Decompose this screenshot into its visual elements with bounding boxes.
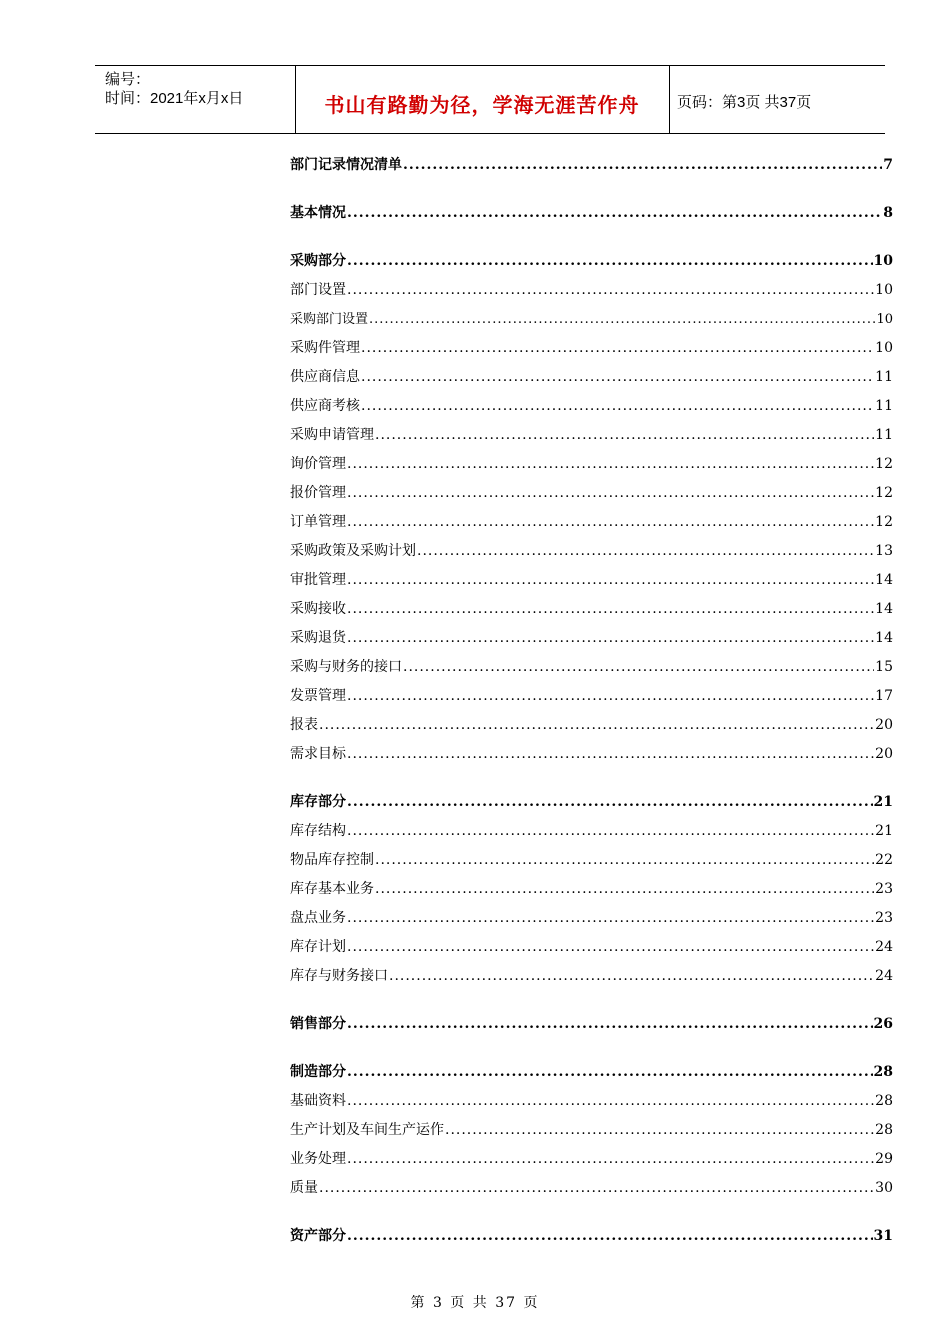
toc-title: 库存基本业务 bbox=[290, 881, 374, 897]
toc-title: 质量 bbox=[290, 1180, 318, 1196]
toc-entry[interactable] bbox=[290, 363, 893, 392]
toc-leader bbox=[347, 904, 874, 933]
toc-title: 审批管理 bbox=[290, 572, 346, 588]
toc-page: 30 bbox=[875, 1180, 893, 1196]
toc-leader bbox=[347, 247, 873, 276]
toc-page: 8 bbox=[883, 205, 893, 221]
toc-entry[interactable] bbox=[290, 1087, 893, 1116]
toc-entry[interactable] bbox=[290, 904, 893, 933]
toc-entry[interactable] bbox=[290, 1145, 893, 1174]
toc-entry[interactable] bbox=[290, 566, 893, 595]
document-time-label: 时间：2021年x月x日 bbox=[105, 90, 244, 107]
toc-leader bbox=[347, 508, 874, 537]
toc-entry[interactable] bbox=[290, 682, 893, 711]
toc-leader bbox=[347, 199, 882, 228]
toc-title: 库存计划 bbox=[290, 939, 346, 955]
toc-leader bbox=[347, 624, 874, 653]
toc-page: 23 bbox=[875, 910, 893, 926]
toc-entry[interactable] bbox=[290, 392, 893, 421]
toc-title: 发票管理 bbox=[290, 688, 346, 704]
toc-title: 采购退货 bbox=[290, 630, 346, 646]
toc-title: 采购政策及采购计划 bbox=[290, 543, 416, 559]
toc-entry[interactable] bbox=[290, 305, 893, 334]
toc-leader bbox=[375, 421, 874, 450]
toc-leader bbox=[389, 962, 874, 991]
toc-leader bbox=[347, 450, 874, 479]
toc-entry[interactable] bbox=[290, 1174, 893, 1203]
toc-entry[interactable] bbox=[290, 1010, 893, 1039]
toc-entry[interactable] bbox=[290, 247, 893, 276]
toc-page: 17 bbox=[875, 688, 893, 704]
toc-leader bbox=[347, 933, 874, 962]
toc-title: 询价管理 bbox=[290, 456, 346, 472]
toc-title: 库存部分 bbox=[290, 794, 346, 810]
toc-leader bbox=[347, 479, 874, 508]
toc-leader bbox=[319, 711, 874, 740]
toc-leader bbox=[347, 566, 874, 595]
toc-page: 10 bbox=[875, 282, 893, 298]
toc-entry[interactable] bbox=[290, 334, 893, 363]
toc-entry[interactable] bbox=[290, 846, 893, 875]
toc-page: 24 bbox=[875, 968, 893, 984]
toc-entry[interactable] bbox=[290, 537, 893, 566]
toc-page: 12 bbox=[875, 456, 893, 472]
header-page-cell bbox=[669, 66, 885, 133]
toc-page: 7 bbox=[883, 157, 893, 173]
toc-title: 生产计划及车间生产运作 bbox=[290, 1122, 444, 1138]
toc-entry[interactable] bbox=[290, 508, 893, 537]
toc-page: 12 bbox=[875, 485, 893, 501]
header-motto-cell bbox=[295, 66, 670, 133]
toc-title: 采购部门设置 bbox=[290, 312, 369, 327]
toc-leader bbox=[347, 595, 874, 624]
toc-entry[interactable] bbox=[290, 1116, 893, 1145]
toc-page: 28 bbox=[873, 1064, 893, 1080]
toc-entry[interactable] bbox=[290, 875, 893, 904]
toc-leader bbox=[347, 788, 873, 817]
toc-title: 库存结构 bbox=[290, 823, 346, 839]
table-of-contents bbox=[290, 151, 893, 1251]
header-meta bbox=[95, 66, 296, 133]
toc-title: 供应商考核 bbox=[290, 398, 360, 414]
toc-title: 采购部分 bbox=[290, 253, 346, 269]
toc-page: 10 bbox=[876, 312, 893, 327]
header-motto: 书山有路勤为径，学海无涯苦作舟 bbox=[324, 95, 640, 117]
toc-page: 11 bbox=[875, 398, 893, 414]
toc-entry[interactable] bbox=[290, 624, 893, 653]
toc-entry[interactable] bbox=[290, 595, 893, 624]
toc-title: 需求目标 bbox=[290, 746, 346, 762]
document-number-label: 编号： bbox=[105, 71, 151, 88]
toc-title: 销售部分 bbox=[290, 1016, 346, 1032]
toc-entry[interactable] bbox=[290, 653, 893, 682]
toc-leader bbox=[361, 392, 874, 421]
toc-entry[interactable] bbox=[290, 450, 893, 479]
toc-title: 基础资料 bbox=[290, 1093, 346, 1109]
toc-entry[interactable] bbox=[290, 740, 893, 769]
toc-page: 14 bbox=[875, 630, 893, 646]
toc-page: 14 bbox=[875, 601, 893, 617]
toc-title: 制造部分 bbox=[290, 1064, 346, 1080]
toc-page: 26 bbox=[873, 1016, 893, 1032]
page-header bbox=[95, 65, 885, 134]
toc-title: 采购接收 bbox=[290, 601, 346, 617]
toc-title: 基本情况 bbox=[290, 205, 346, 221]
toc-entry[interactable] bbox=[290, 1222, 893, 1251]
toc-page: 22 bbox=[875, 852, 893, 868]
toc-leader bbox=[347, 276, 874, 305]
toc-page: 11 bbox=[875, 427, 893, 443]
toc-leader bbox=[403, 653, 874, 682]
toc-page: 20 bbox=[875, 717, 893, 733]
toc-leader bbox=[403, 151, 882, 180]
header-page-info: 页码：第3页 共37页 bbox=[677, 94, 812, 111]
toc-page: 10 bbox=[873, 253, 893, 269]
toc-page: 28 bbox=[875, 1122, 893, 1138]
toc-leader bbox=[375, 875, 874, 904]
toc-leader bbox=[347, 682, 874, 711]
toc-page: 10 bbox=[875, 340, 893, 356]
toc-title: 报表 bbox=[290, 717, 318, 733]
toc-entry[interactable] bbox=[290, 711, 893, 740]
toc-page: 28 bbox=[875, 1093, 893, 1109]
toc-title: 业务处理 bbox=[290, 1151, 346, 1167]
toc-leader bbox=[361, 334, 874, 363]
toc-page: 21 bbox=[875, 823, 893, 839]
toc-leader bbox=[347, 817, 874, 846]
toc-entry[interactable] bbox=[290, 479, 893, 508]
toc-title: 供应商信息 bbox=[290, 369, 360, 385]
toc-page: 29 bbox=[875, 1151, 893, 1167]
toc-page: 21 bbox=[873, 794, 893, 810]
toc-entry[interactable] bbox=[290, 151, 893, 180]
toc-page: 14 bbox=[875, 572, 893, 588]
toc-leader bbox=[347, 1145, 874, 1174]
toc-leader bbox=[347, 1222, 873, 1251]
toc-title: 采购件管理 bbox=[290, 340, 360, 356]
toc-title: 库存与财务接口 bbox=[290, 968, 388, 984]
toc-leader bbox=[361, 363, 874, 392]
toc-leader bbox=[347, 740, 874, 769]
toc-entry[interactable] bbox=[290, 276, 893, 305]
toc-leader bbox=[319, 1174, 874, 1203]
toc-title: 部门设置 bbox=[290, 282, 346, 298]
toc-leader bbox=[375, 846, 874, 875]
toc-leader bbox=[445, 1116, 874, 1145]
toc-page: 24 bbox=[875, 939, 893, 955]
toc-title: 盘点业务 bbox=[290, 910, 346, 926]
toc-title: 物品库存控制 bbox=[290, 852, 374, 868]
toc-title: 采购申请管理 bbox=[290, 427, 374, 443]
toc-entry[interactable] bbox=[290, 1058, 893, 1087]
toc-leader bbox=[347, 1058, 873, 1087]
toc-page: 31 bbox=[873, 1228, 893, 1244]
toc-entry[interactable] bbox=[290, 788, 893, 817]
toc-leader bbox=[369, 305, 875, 334]
toc-entry[interactable] bbox=[290, 962, 893, 991]
toc-entry[interactable] bbox=[290, 933, 893, 962]
toc-leader bbox=[347, 1087, 874, 1116]
toc-page: 11 bbox=[875, 369, 893, 385]
toc-leader bbox=[417, 537, 874, 566]
toc-page: 15 bbox=[875, 659, 893, 675]
toc-title: 报价管理 bbox=[290, 485, 346, 501]
toc-entry[interactable] bbox=[290, 817, 893, 846]
toc-page: 20 bbox=[875, 746, 893, 762]
toc-title: 资产部分 bbox=[290, 1228, 346, 1244]
toc-page: 23 bbox=[875, 881, 893, 897]
toc-entry[interactable] bbox=[290, 199, 893, 228]
toc-title: 采购与财务的接口 bbox=[290, 659, 402, 675]
toc-leader bbox=[347, 1010, 873, 1039]
toc-title: 订单管理 bbox=[290, 514, 346, 530]
toc-entry[interactable] bbox=[290, 421, 893, 450]
toc-title: 部门记录情况清单 bbox=[290, 157, 402, 173]
toc-page: 12 bbox=[875, 514, 893, 530]
page-footer: 第 3 页 共 37 页 bbox=[410, 1295, 540, 1311]
toc-page: 13 bbox=[875, 543, 893, 559]
